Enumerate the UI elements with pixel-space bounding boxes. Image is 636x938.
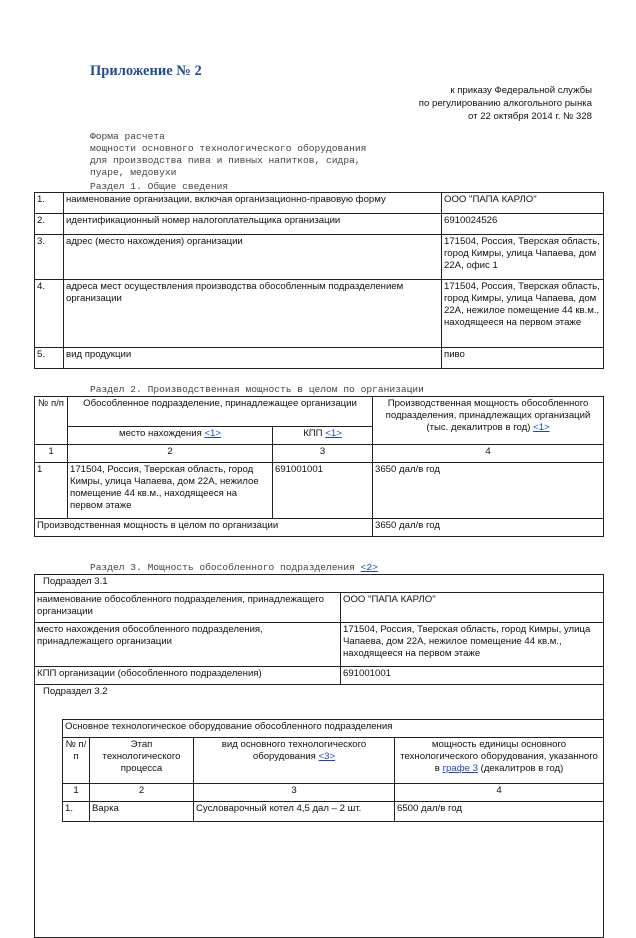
footnote-link-1[interactable]: <1> [533,422,550,433]
row-value: 691001001 [341,667,604,685]
header-kpp [273,427,373,445]
row-value: пиво [442,348,604,369]
row-label: адрес (место нахождения) организации [64,235,442,280]
row-label: КПП организации (обособленного подразделения) [35,667,341,685]
col-number: 3 [273,445,373,463]
document-title: Приложение № 2 [90,63,202,79]
table-row [63,802,604,822]
header-capacity [373,397,604,445]
total-label: Производственная мощность в целом по организации [35,519,373,537]
section3-caption [90,562,378,574]
subsection-3-2-title: Подраздел 3.2 [35,685,604,938]
equipment-table [62,719,604,822]
row-label: идентификационный номер налогоплательщика организации [64,214,442,235]
row-label: адреса мест осуществления производства обособленным подразделением организации [64,280,442,348]
header-capacity-text: Производственная мощность обособленного подразделения, принадлежащих организаций (тыс. декалитров в год) [385,398,591,433]
table-row [35,235,604,280]
table-row [35,193,604,214]
table-row [35,575,604,593]
table-row [35,593,604,623]
order-line: по регулированию алкогольного рынка [418,98,592,109]
header-kpp-text: КПП [303,428,323,439]
row-number: 1. [35,193,64,214]
table-row [35,667,604,685]
row-value: ООО "ПАПА КАРЛО" [442,193,604,214]
row-kpp: 691001001 [273,463,373,519]
row-number: 5. [35,348,64,369]
table-row [63,784,604,802]
row-number: 1. [63,802,90,822]
table-row [35,463,604,519]
order-line: от 22 октября 2014 г. № 328 [468,111,592,122]
header-location [68,427,273,445]
col-number: 1 [35,445,68,463]
form-title-line: Форма расчета [90,131,165,142]
order-reference [419,84,592,123]
section3-caption-text: Раздел 3. Мощность обособленного подразделения [90,562,355,573]
capacity-table [34,396,604,537]
row-address: 171504, Россия, Тверская область, город Кимры, улица Чапаева, дом 22А, нежилое помещение 44 кв.м., находящееся на первом этаже [68,463,273,519]
col-number: 1 [63,784,90,802]
form-title-line: пуаре, медовухи [90,167,177,178]
row-value: 171504, Россия, Тверская область, город Кимры, улица Чапаева, дом 22А, нежилое помещение 44 кв.м., находящееся на первом этаже [442,280,604,348]
col-number: 2 [68,445,273,463]
row-label: наименование организации, включая организационно-правовую форму [64,193,442,214]
row-stage: Варка [90,802,194,822]
table-row [63,720,604,738]
order-line: к приказу Федеральной службы [450,85,592,96]
header-unit-capacity [395,738,604,784]
table-row [35,280,604,348]
header-capacity-suffix: (декалитров в год) [480,763,564,774]
header-num: № п/п [35,397,68,445]
col-number: 2 [90,784,194,802]
section1-caption: Раздел 1. Общие сведения [90,181,229,192]
header-type [194,738,395,784]
col-number: 4 [395,784,604,802]
row-value: 171504, Россия, Тверская область, город Кимры, улица Чапаева, дом 22А, нежилое помещение 44 кв.м., находящееся на первом этаже [341,623,604,667]
form-title [90,131,366,179]
table-row [35,623,604,667]
form-title-line: для производства пива и пивных напитков, сидра, [90,155,361,166]
row-number: 1 [35,463,68,519]
footnote-link-3[interactable]: <3> [318,751,336,762]
row-label: место нахождения обособленного подразделения, принадлежащего организации [35,623,341,667]
row-number: 3. [35,235,64,280]
footnote-link-1[interactable]: <1> [325,428,342,439]
table-row [35,397,604,427]
row-capacity: 6500 дал/в год [395,802,604,822]
column-3-link[interactable]: графе 3 [442,763,478,774]
footnote-link-2[interactable]: <2> [360,562,378,573]
row-capacity: 3650 дал/в год [373,463,604,519]
general-info-table [34,192,604,369]
header-capacity-prefix: мощность единицы основного технологического оборудования, указанного в [400,739,598,774]
subsection-3-1-title: Подраздел 3.1 [35,575,604,593]
header-subdivision: Обособленное подразделение, принадлежащее организации [68,397,373,427]
table-row [35,214,604,235]
table-row [35,445,604,463]
col-number: 4 [373,445,604,463]
table-row [63,738,604,784]
footnote-link-1[interactable]: <1> [204,428,221,439]
row-number: 2. [35,214,64,235]
row-value: 6910024526 [442,214,604,235]
header-location-text: место нахождения [119,428,202,439]
row-type: Сусловарочный котел 4,5 дал – 2 шт. [194,802,395,822]
total-value: 3650 дал/в год [373,519,604,537]
row-label: наименование обособленного подразделения, принадлежащего организации [35,593,341,623]
row-value: ООО "ПАПА КАРЛО" [341,593,604,623]
section2-caption: Раздел 2. Производственная мощность в целом по организации [90,384,424,395]
table-row [35,348,604,369]
row-value: 171504, Россия, Тверская область, город Кимры, улица Чапаева, дом 22А, офис 1 [442,235,604,280]
col-number: 3 [194,784,395,802]
row-label: вид продукции [64,348,442,369]
table-row [35,519,604,537]
row-number: 4. [35,280,64,348]
header-num: № п/п [63,738,90,784]
equipment-title: Основное технологическое оборудование обособленного подразделения [63,720,604,738]
header-type-text: вид основного технологического оборудования [221,739,367,762]
header-stage: Этап технологического процесса [90,738,194,784]
form-title-line: мощности основного технологического оборудования [90,143,367,154]
